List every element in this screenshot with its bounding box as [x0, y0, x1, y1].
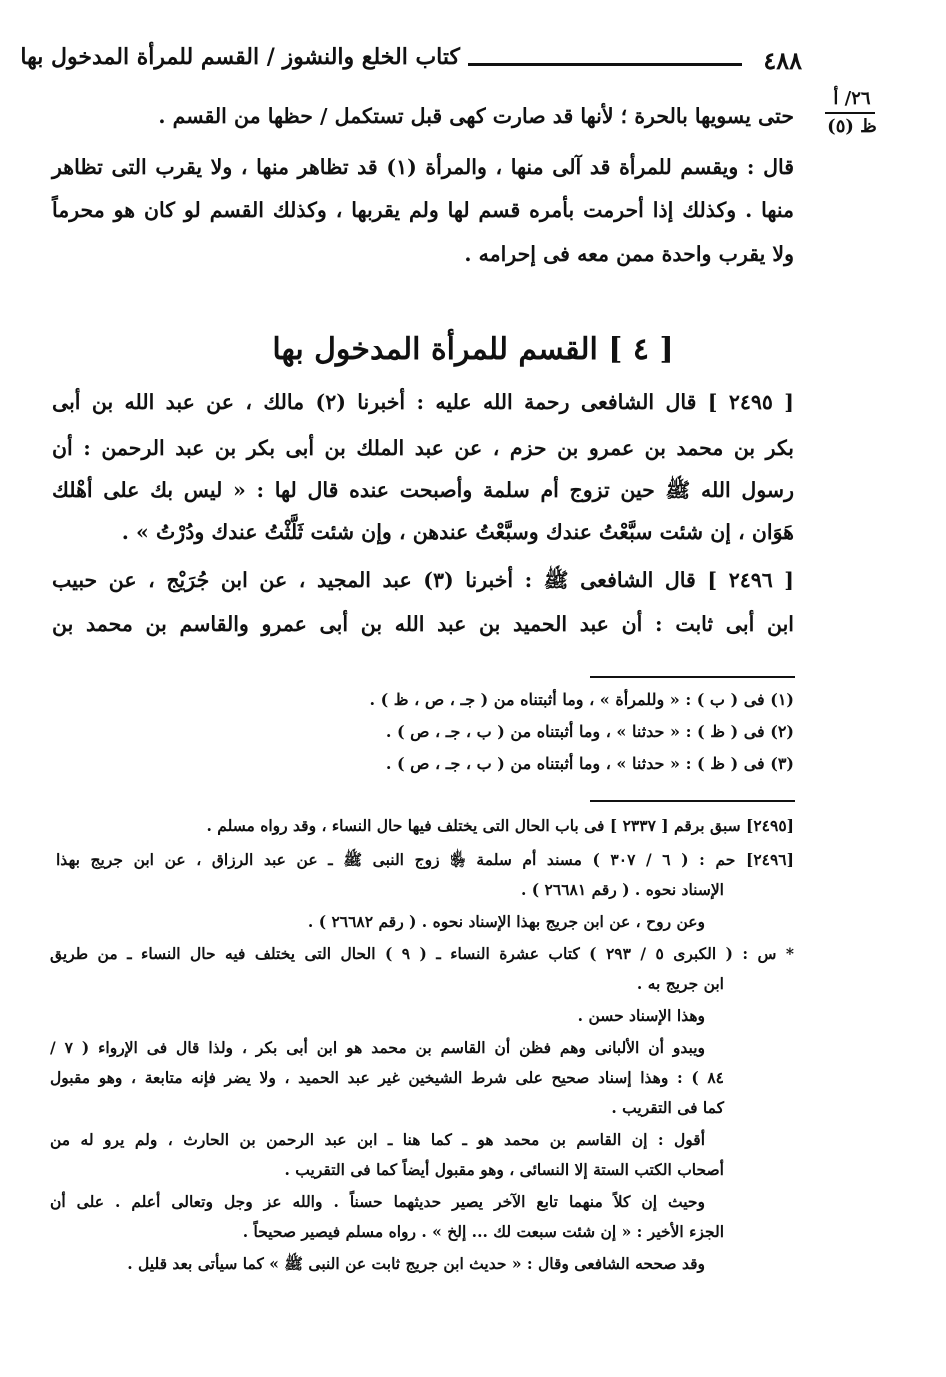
hadith-line: بكر بن محمد بن عمرو بن حزم ، عن عبد الملك بن أبى بكر بن عبد الرحمن : أن [52, 436, 794, 460]
takhrij-line: وعن روح ، عن ابن جريج بهذا الإسناد نحوه . ( رقم ٢٦٦٨٢ ) . [307, 912, 705, 931]
hadith-line: [ ٢٤٩٥ ] قال الشافعى رحمة الله عليه : أخبرنا (٢) مالك ، عن عبد الله بن أبى [52, 390, 794, 414]
hadith-line: ابن أبى ثابت : أن عبد الحميد بن عبد الله بن أبى عمرو والقاسم بن محمد بن [52, 612, 794, 636]
header-rule [468, 63, 742, 66]
takhrij-line: [٢٤٩٥] سبق برقم [ ٢٣٣٧ ] فى باب الحال التى يختلف فيها حال النساء ، وقد رواه مسلم . [206, 816, 794, 835]
hadith-line: رسول الله ﷺ حين تزوج أم سلمة وأصبحت عنده قال لها : « ليس بك على أهْلك [52, 478, 794, 502]
footnote: (٢) فى ( ظ ) : « حدثنا » ، وما أثبتناه من ( ب ، جـ ، ص ) . [385, 722, 794, 741]
margin-ref-folio: ٢٦/ أ [833, 88, 871, 109]
takhrij-line: ويبدو أن الألبانى وهم فظن أن القاسم بن محمد هو ابن أبى بكر ، ولذا قال فى الإرواء ( ٧ / [50, 1038, 705, 1057]
hadith-line: هَوَان ، إن شئت سبَّعْتُ عندك وسبَّعْتُ عندهن ، وإن شئت ثَلَّثْتُ عندك ودُرْتُ » . [121, 520, 794, 544]
margin-ref-rule [825, 112, 875, 114]
footnote: (١) فى ( ب ) : « وللمرأة » ، وما أثبتناه من ( جـ ، ص ، ظ ) . [369, 690, 794, 709]
takhrij-line: * س : ( الكبرى ٥ / ٢٩٣ ) كتاب عشرة النساء ـ ( ٩ ) الحال التى يختلف فيه حال النساء ـ من طريق [50, 944, 794, 963]
hadith-line: [ ٢٤٩٦ ] قال الشافعى ﷺ : أخبرنا (٣) عبد المجيد ، عن ابن جُرَيْج ، عن حبيب [52, 568, 795, 592]
margin-ref-manuscript: ظ (٥) [827, 116, 877, 137]
section-heading: [ ٤ ] القسم للمرأة المدخول بها [272, 332, 674, 367]
takhrij-line: أصحاب الكتب الستة إلا النسائى ، وهو مقبول أيضاً كما فى التقريب . [284, 1160, 724, 1179]
takhrij-line: وحيث إن كلاً منهما تابع الآخر يصير حديثهما حسناً . والله عز وجل وتعالى أعلم . على أن [50, 1192, 705, 1211]
takhrij-line: الجزء الأخير : « إن شئت سبعت لك ... إلخ » . رواه مسلم فيصير صحيحاً . [242, 1222, 724, 1241]
intro-line: حتى يسويها بالحرة ؛ لأنها قد صارت كهى قبل تستكمل / حظها من القسم . [158, 104, 794, 128]
takhrij-line: ٨٤ ) : وهذا إسناد صحيح على شرط الشيخين غير عبد الحميد ، ولا يضر فإنه متابعة ، وهو مقبول [50, 1068, 724, 1087]
footnote: (٣) فى ( ظ ) : « حدثنا » ، وما أثبتناه من ( ب ، جـ ، ص ) . [385, 754, 794, 773]
takhrij-line: وهذا الإسناد حسن . [577, 1006, 705, 1025]
takhrij-line: كما فى التقريب . [611, 1098, 724, 1117]
takhrij-line: وقد صححه الشافعى وقال : « حديث ابن جريج ثابت عن النبى ﷺ » كما سيأتى بعد قليل . [127, 1254, 705, 1273]
intro-line: ولا يقرب واحدة ممن معه فى إحرامه . [464, 242, 794, 266]
footnote-rule [590, 676, 795, 678]
intro-line: قال : ويقسم للمرأة قد آلى منها ، والمرأة (١) قد تظاهر منها ، ولا يقرب التى تظاهر [52, 155, 795, 179]
takhrij-line: ابن جريج به . [636, 974, 724, 993]
takhrij-line: أقول : إن القاسم بن محمد هو ـ كما هنا ـ ابن عبد الرحمن بن الحارث ، ولم يرو له من [50, 1130, 705, 1149]
takhrij-line: الإسناد نحوه . ( رقم ٢٦٦٨١ ) . [521, 880, 724, 899]
takhrij-line: [٢٤٩٦] حم : ( ٦ / ٣٠٧ ) مسند أم سلمة ﵂ زوج النبى ﷺ ـ عن عبد الرزاق ، عن ابن جريج بهذا [56, 850, 794, 869]
running-title: كتاب الخلع والنشوز / القسم للمرأة المدخول بها [20, 44, 460, 70]
takhrij-rule [590, 800, 795, 802]
page-number: ٤٨٨ [763, 46, 802, 75]
intro-line: منها . وكذلك إذا أحرمت بأمره قسم لها ولم يقربها ، وكذلك القسم لو كان هو محرماً [52, 198, 794, 222]
